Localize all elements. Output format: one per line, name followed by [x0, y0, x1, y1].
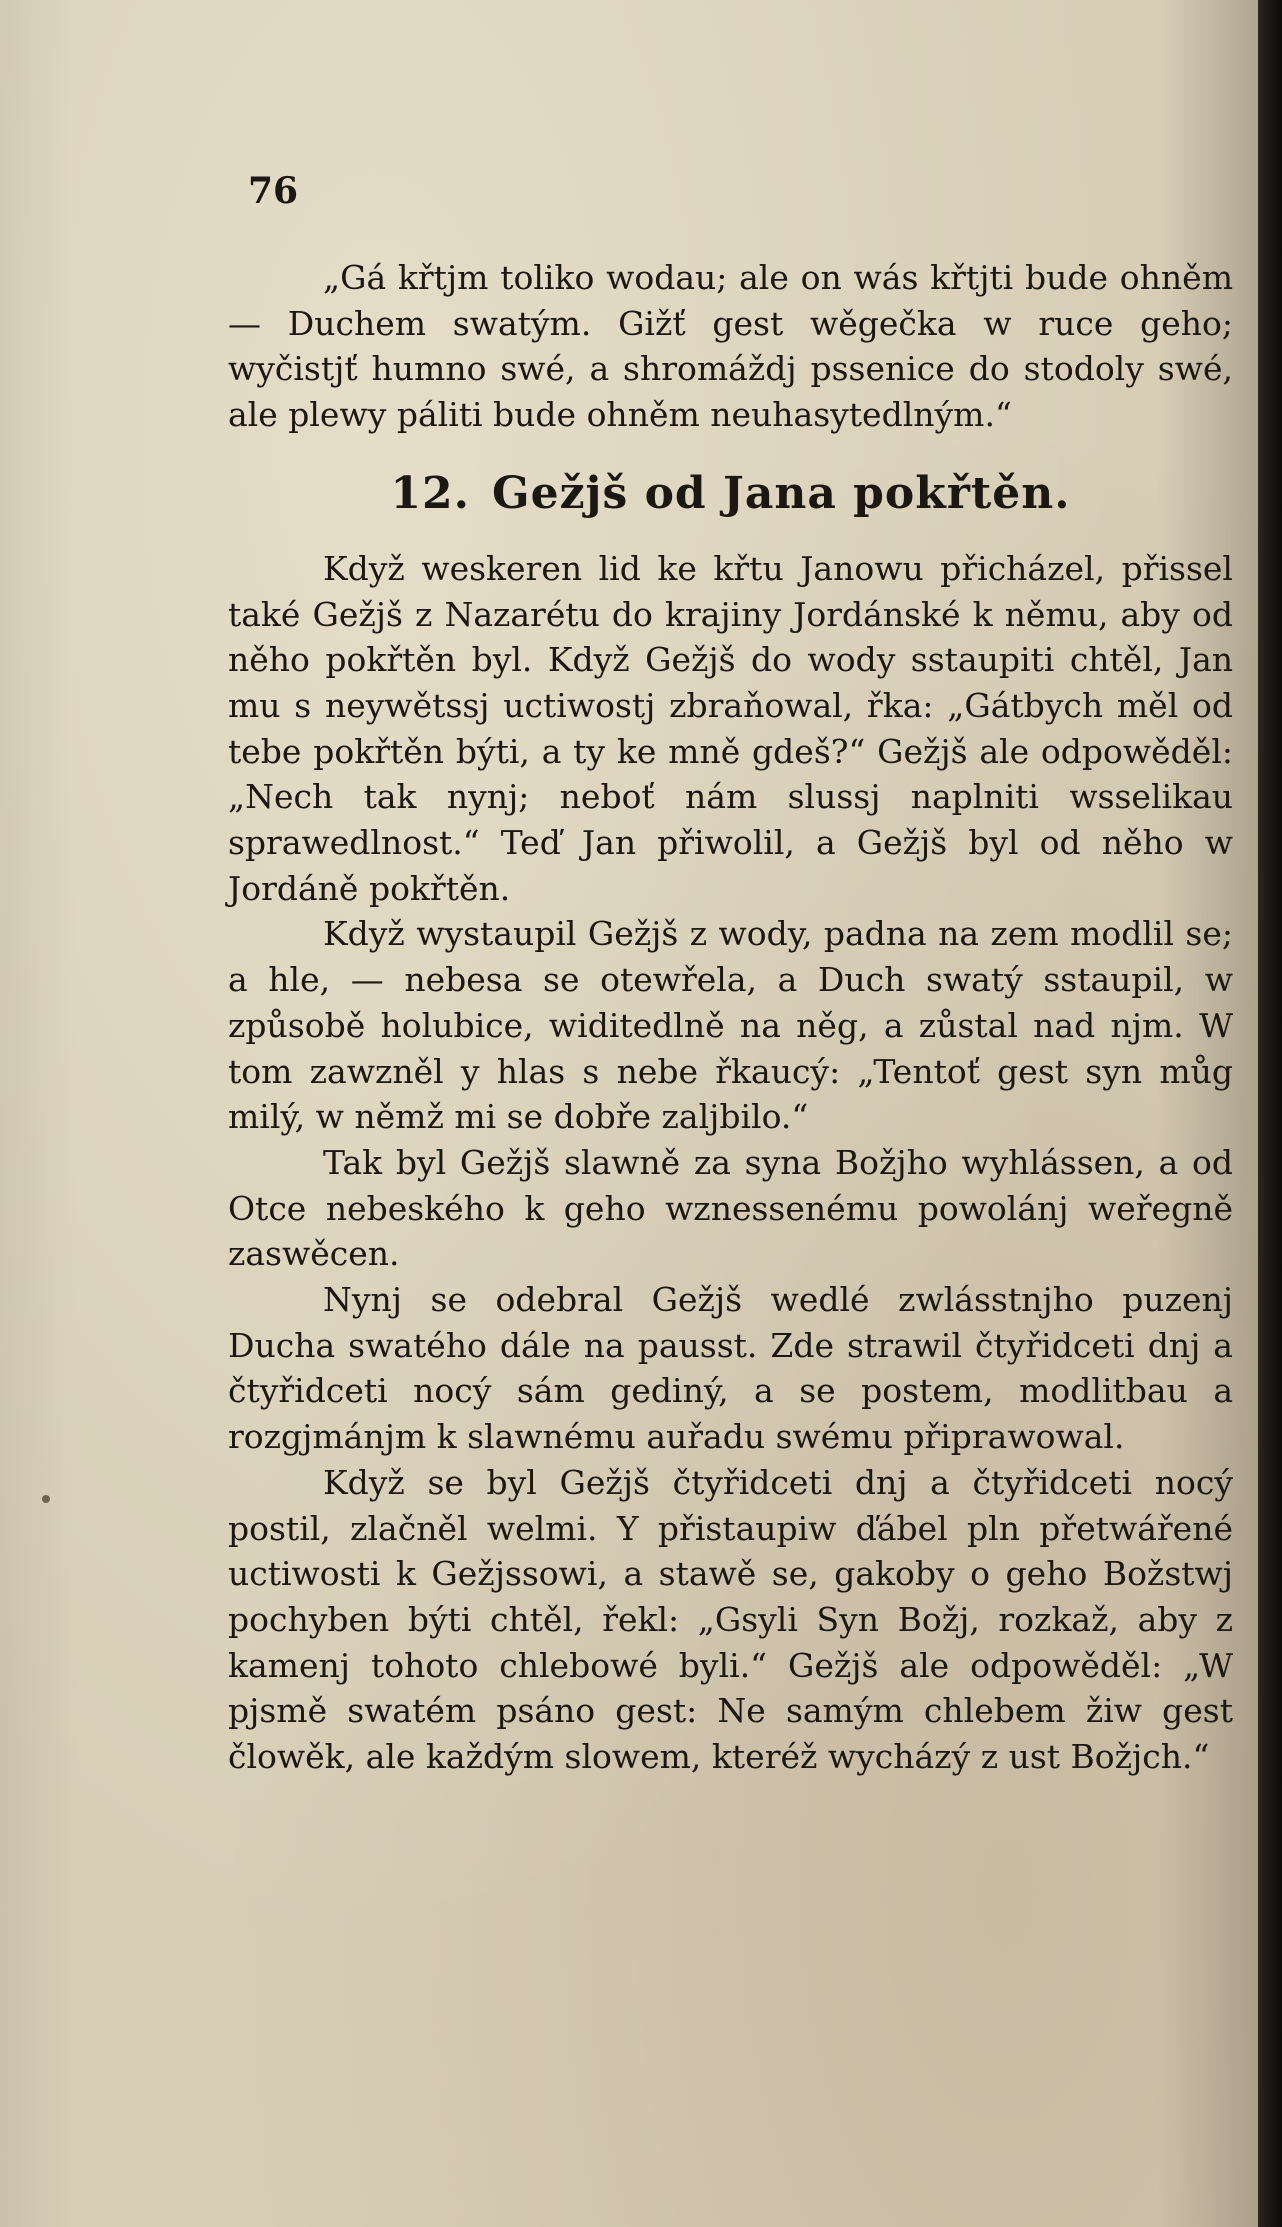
section-number: 12.	[390, 467, 470, 519]
paragraph-holy-spirit: Když wystaupil Gežjš z wody, padna na zem modlil se; a hle, — nebesa se otewřela, a Duch swatý sstaupil, w způsobě holubice, widitedlně na něg, a zůstal nad njm. W tom zawzněl y hlas s nebe řkaucý: „Tentoť gest syn můg milý, w němž mi se dobře zaljbilo.“	[228, 914, 1233, 1137]
paragraph-temptation: Když se byl Gežjš čtyřidceti dnj a čtyřidceti nocý postil, zlačněl welmi. Y přistaupiw ďábel pln přetwářené uctiwosti k Gežjssowi, a stawě se, gakoby o geho Božstwj pochyben býti chtěl, řekl: „Gsyli Syn Božj, rozkaž, aby z kamenj tohoto chlebowé byli.“ Gežjš ale odpowěděl: „W pjsmě swatém psáno gest: Ne samým chlebem žiw gest člowěk, ale každým slowem, kteréž wycházý z ust Božjch.“	[228, 1462, 1233, 1777]
paper-speck	[42, 1495, 50, 1503]
scan-edge	[1258, 0, 1282, 2227]
intro-paragraph: „Gá křtjm toliko wodau; ale on wás křtjti bude ohněm — Duchem swatým. Gižť gest wěgečka w ruce geho; wyčistjť humno swé, a shromáždj pssenice do stodoly swé, ale plewy páliti bude ohněm neuhasytedlným.“	[228, 258, 1233, 435]
paragraph-baptism: Když weskeren lid ke křtu Janowu přicházel, přissel také Gežjš z Nazarétu do krajiny Jordánské k němu, aby od něho pokřtěn byl. Když Gežjš do wody sstaupiti chtěl, Jan mu s neywětssj uctiwostj zbraňowal, řka: „Gátbych měl od tebe pokřtěn býti, a ty ke mně gdeš?“ Gežjš ale odpowěděl: „Nech tak nynj; neboť nám slussj naplniti wsselikau sprawedlnost.“ Teď Jan přiwolil, a Gežjš byl od něho w Jordáně pokřtěn.	[228, 548, 1233, 908]
page-text	[228, 255, 1233, 1780]
page-number: 76	[248, 170, 299, 212]
section-heading	[228, 466, 1233, 522]
paragraph-desert: Nynj se odebral Gežjš wedlé zwlásstnjho puzenj Ducha swatého dále na pausst. Zde strawil čtyřidceti dnj a čtyřidceti nocý sám gediný, a se postem, modlitbau a rozgjmánjm k slawnému auřadu swému připrawowal.	[228, 1280, 1233, 1457]
section-title: Gežjš od Jana pokřtěn.	[492, 467, 1071, 519]
paragraph-proclaimed: Tak byl Gežjš slawně za syna Božjho wyhlássen, a od Otce nebeského k geho wznessenému powolánj weřegně zaswěcen.	[228, 1142, 1233, 1274]
